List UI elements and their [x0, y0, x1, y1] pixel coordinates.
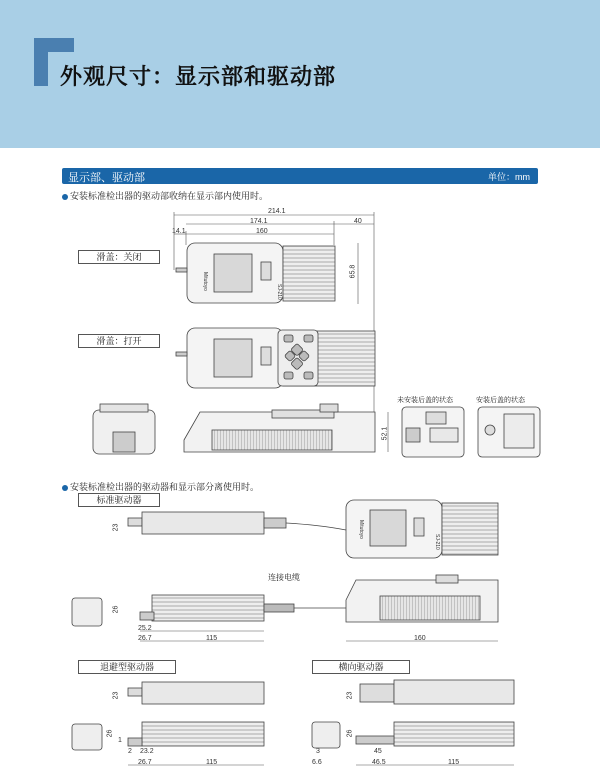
std-dim-23: 23	[112, 523, 120, 532]
brand-text-2: Mitutoyo	[358, 520, 364, 539]
lat-dim-3: 3	[316, 748, 320, 755]
device-open	[176, 328, 375, 388]
model-text-2: SJ-210	[434, 534, 440, 550]
std-dim-25: 25.2	[138, 625, 152, 632]
label-with-cover: 安装后盖的状态	[476, 397, 525, 404]
ret-dim-1: 1	[118, 737, 122, 744]
note-1-text: 安装标准检出器的驱动部收纳在显示部内使用时。	[70, 191, 269, 201]
dim-52: 52.1	[381, 426, 389, 441]
lateral-driver-top	[360, 680, 514, 704]
dim-174: 174.1	[250, 218, 268, 225]
std-dim-26: 26	[112, 605, 120, 614]
rear-with-cover	[478, 407, 540, 457]
unit-label: 单位：mm	[488, 172, 530, 182]
page-title: 外观尺寸：显示部和驱动部	[60, 64, 337, 89]
lat-dim-26: 26	[346, 729, 354, 738]
ret-dim-23: 23	[112, 691, 120, 700]
retract-driver-side	[72, 722, 264, 750]
retract-driver-top	[128, 682, 264, 704]
label-slide-open: 滑盖：打开	[78, 334, 160, 348]
label-cable: 连接电缆	[268, 573, 300, 582]
ret-dim-26-7: 26.7	[138, 759, 152, 766]
label-lateral-driver: 横向驱动器	[312, 660, 410, 674]
std-dim-160: 160	[414, 635, 426, 642]
section-title: 显示部、驱动部	[68, 172, 145, 184]
device-side-view	[184, 404, 375, 452]
ret-dim-26: 26	[106, 729, 114, 738]
device-end-view	[93, 404, 155, 454]
rear-no-cover	[402, 407, 464, 457]
std-display	[346, 500, 498, 558]
std-dim-26-7: 26.7	[138, 635, 152, 642]
lat-dim-115: 115	[448, 759, 460, 766]
model-text-1: SJ-210	[276, 284, 282, 300]
lateral-driver-side	[312, 722, 514, 748]
note-2-text: 安装标准检出器的驱动器和显示部分离使用时。	[70, 482, 260, 492]
ret-dim-23-2: 23.2	[140, 748, 154, 755]
label-slide-closed: 滑盖：关闭	[78, 250, 160, 264]
dim-214: 214.1	[268, 208, 286, 215]
dim-65: 65.8	[349, 264, 357, 279]
device-closed	[176, 243, 335, 303]
lat-dim-45: 45	[374, 748, 382, 755]
label-no-cover: 未安装后盖的状态	[397, 397, 453, 404]
brand-text-1: Mitutoyo	[202, 272, 208, 291]
ret-dim-115: 115	[206, 759, 218, 766]
ret-dim-2: 2	[128, 748, 132, 755]
label-retract-driver: 退避型驱动器	[78, 660, 176, 674]
dim-40: 40	[354, 218, 362, 225]
dim-14: 14.1	[172, 228, 186, 235]
std-driver-top	[128, 512, 346, 534]
lat-dim-6-6: 6.6	[312, 759, 322, 766]
lat-dim-46-5: 46.5	[372, 759, 386, 766]
label-std-driver: 标准驱动器	[78, 493, 160, 507]
std-dim-115: 115	[206, 635, 218, 642]
lat-dim-23: 23	[346, 691, 354, 700]
std-driver-side	[72, 595, 346, 626]
dim-160: 160	[256, 228, 268, 235]
std-display-side	[346, 575, 498, 622]
